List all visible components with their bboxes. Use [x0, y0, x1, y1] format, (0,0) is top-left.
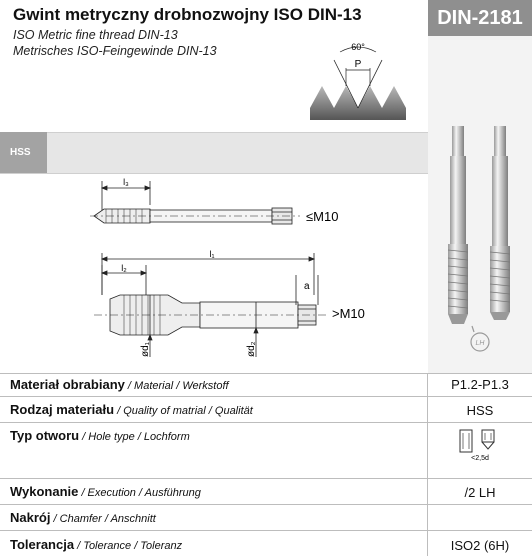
tap-drawing-small: [90, 175, 360, 245]
material-band: [0, 132, 428, 174]
page-title: Gwint metryczny drobnozwojny ISO DIN-13: [13, 5, 362, 24]
spec-value: ISO2 (6H): [450, 538, 510, 553]
spec-row-chamfer: [0, 504, 532, 531]
tap-photo-illustration: [428, 36, 532, 373]
d1-label: ød₁: [140, 341, 151, 357]
pitch-label: P: [354, 59, 362, 70]
spec-row-execution: [0, 478, 532, 505]
spec-value: P1.2-P1.3: [451, 377, 509, 392]
tap-photo-1: [448, 126, 468, 324]
material-badge: HSS: [0, 132, 47, 173]
subtitle-de: Metrisches ISO-Feingewinde DIN-13: [13, 44, 217, 58]
angle-label: 60°: [351, 42, 365, 52]
l2-label: l₂: [121, 263, 127, 273]
spec-label: Nakrój / Chamfer / Anschnitt: [10, 510, 156, 525]
product-photo-panel: [428, 36, 532, 373]
l3-label: l₃: [123, 177, 129, 187]
spec-label: Tolerancja / Tolerance / Toleranz: [10, 537, 183, 552]
tap-drawing-large: [90, 245, 390, 365]
spec-row-quality: [0, 396, 532, 423]
standard-code: DIN-2181: [428, 0, 532, 36]
hole-depth-label: <2,5d: [471, 455, 489, 461]
spec-value: HSS: [466, 403, 494, 418]
thread-teeth-shape: [310, 86, 406, 120]
spec-label: Materiał obrabiany / Material / Werkstoff: [10, 377, 229, 392]
spec-row-tolerance: [0, 530, 532, 557]
thread-size-large: >M10: [332, 306, 365, 321]
d2-label: ød₂: [246, 341, 257, 357]
spec-row-material: [0, 373, 532, 396]
tap-photo-2: [490, 126, 510, 320]
spec-label: Typ otworu / Hole type / Lochform: [10, 428, 190, 443]
rotation-label: LH: [475, 340, 485, 347]
hole-type-icon: [455, 427, 505, 461]
subtitle-en: ISO Metric fine thread DIN-13: [13, 28, 178, 42]
hole-type-cell: [428, 427, 532, 466]
spec-label: Wykonanie / Execution / Ausführung: [10, 484, 201, 499]
spec-row-hole-type: [0, 422, 532, 478]
thread-profile-diagram: [300, 38, 420, 124]
a-label: a: [304, 281, 310, 292]
l1-label: l₁: [209, 249, 215, 259]
thread-size-small: ≤M10: [306, 209, 339, 224]
spec-value: /2 LH: [464, 485, 496, 500]
left-hand-rotation-icon: [471, 326, 489, 351]
spec-label: Rodzaj materiału / Quality of matrial / Qualität: [10, 402, 253, 417]
